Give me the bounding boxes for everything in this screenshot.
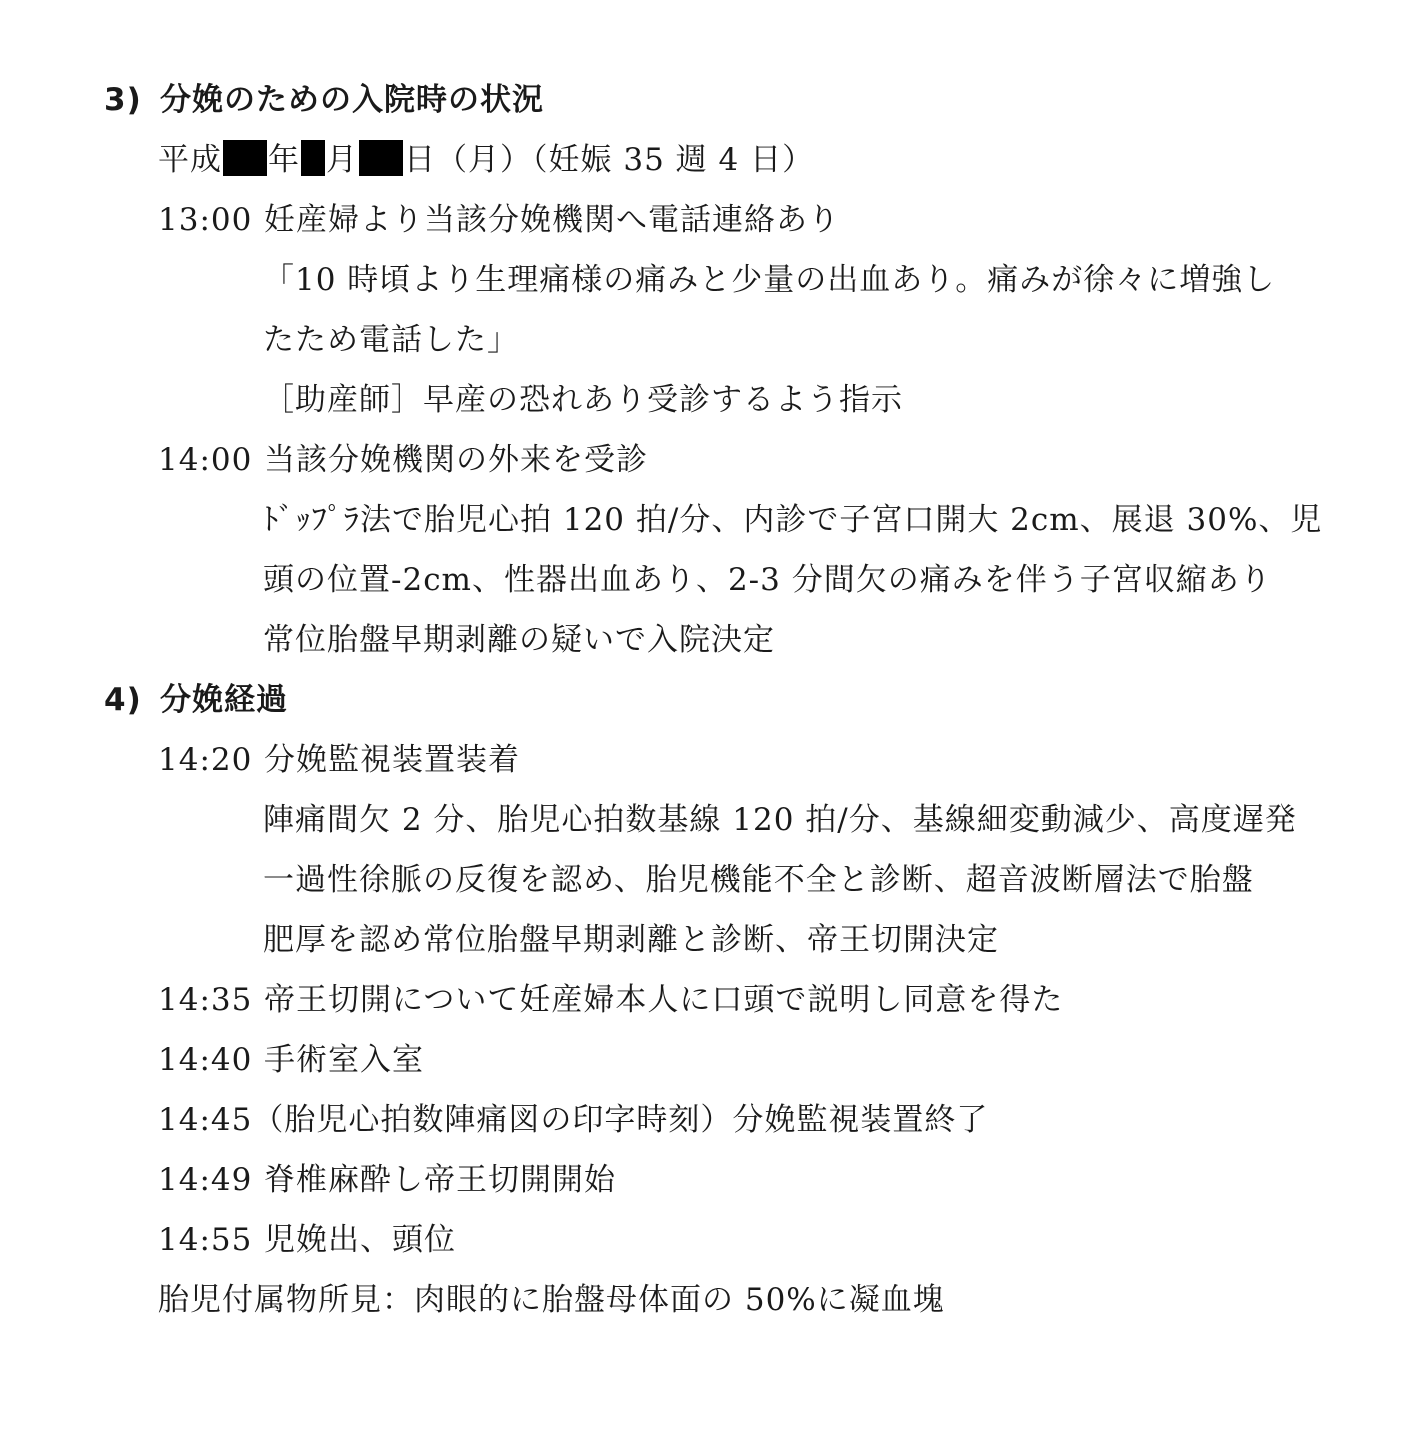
timeline-entry	[158, 200, 840, 240]
entry-detail: 頭の位置-2cm、性器出血あり、2-3 分間欠の痛みを伴う子宮収縮あり	[263, 562, 1272, 598]
entry-detail: 陣痛間欠 2 分、胎児心拍数基線 120 拍/分、基線細変動減少、高度遅発	[263, 802, 1297, 838]
timeline-entry	[158, 1040, 424, 1080]
date-era: 平成	[158, 142, 222, 178]
timeline-entry	[158, 980, 1063, 1020]
admission-date	[158, 140, 814, 180]
entry-time: 14:20	[158, 742, 253, 778]
section-4-number: 4)	[104, 682, 142, 718]
entry-detail: 「10 時頃より生理痛様の痛みと少量の出血あり。痛みが徐々に増強し	[263, 262, 1276, 298]
timeline-entry	[158, 1100, 988, 1140]
entry-text: 帝王切開について妊産婦本人に口頭で説明し同意を得た	[264, 982, 1064, 1018]
redaction-block	[223, 140, 267, 176]
entry-time: 14:49	[158, 1162, 253, 1198]
redaction-block	[301, 140, 325, 176]
entry-time: 14:55	[158, 1222, 253, 1258]
entry-detail: 一過性徐脈の反復を認め、胎児機能不全と診断、超音波断層法で胎盤	[263, 862, 1254, 898]
date-day-suffix: 日（月）（妊娠 35 週 4 日）	[404, 142, 815, 178]
section-3-heading	[104, 80, 544, 120]
entry-time: 14:00	[158, 442, 253, 478]
entry-detail: ﾄﾞｯﾌﾟﾗ法で胎児心拍 120 拍/分、内診で子宮口開大 2cm、展退 30%、児	[263, 502, 1323, 538]
entry-text: 当該分娩機関の外来を受診	[264, 442, 648, 478]
entry-text: （胎児心拍数陣痛図の印字時刻）分娩監視装置終了	[252, 1102, 989, 1138]
timeline-entry	[158, 740, 520, 780]
timeline-entry	[158, 1220, 456, 1260]
entry-detail: 常位胎盤早期剥離の疑いで入院決定	[263, 622, 775, 658]
timeline-entry	[158, 1160, 616, 1200]
entry-time: 14:40	[158, 1042, 253, 1078]
entry-detail: ［助産師］早産の恐れあり受診するよう指示	[263, 382, 903, 418]
timeline-entry	[158, 440, 648, 480]
section-3-title: 分娩のための入院時の状況	[160, 82, 544, 118]
date-month-suffix: 月	[326, 142, 358, 178]
entry-text: 分娩監視装置装着	[264, 742, 520, 778]
entry-text: 妊産婦より当該分娩機関へ電話連絡あり	[264, 202, 840, 238]
section-4-heading	[104, 680, 288, 720]
entry-time: 14:45	[158, 1102, 253, 1138]
section-3-number: 3)	[104, 82, 142, 118]
entry-text: 脊椎麻酔し帝王切開開始	[264, 1162, 616, 1198]
date-year-suffix: 年	[268, 142, 300, 178]
entry-text: 手術室入室	[264, 1042, 424, 1078]
section-4-title: 分娩経過	[160, 682, 288, 718]
placenta-finding: 胎児付属物所見：肉眼的に胎盤母体面の 50%に凝血塊	[158, 1282, 945, 1318]
redaction-block	[359, 140, 403, 176]
entry-detail: 肥厚を認め常位胎盤早期剥離と診断、帝王切開決定	[263, 922, 999, 958]
entry-time: 14:35	[158, 982, 253, 1018]
entry-text: 児娩出、頭位	[264, 1222, 456, 1258]
entry-time: 13:00	[158, 202, 253, 238]
entry-detail: たため電話した」	[263, 322, 519, 358]
